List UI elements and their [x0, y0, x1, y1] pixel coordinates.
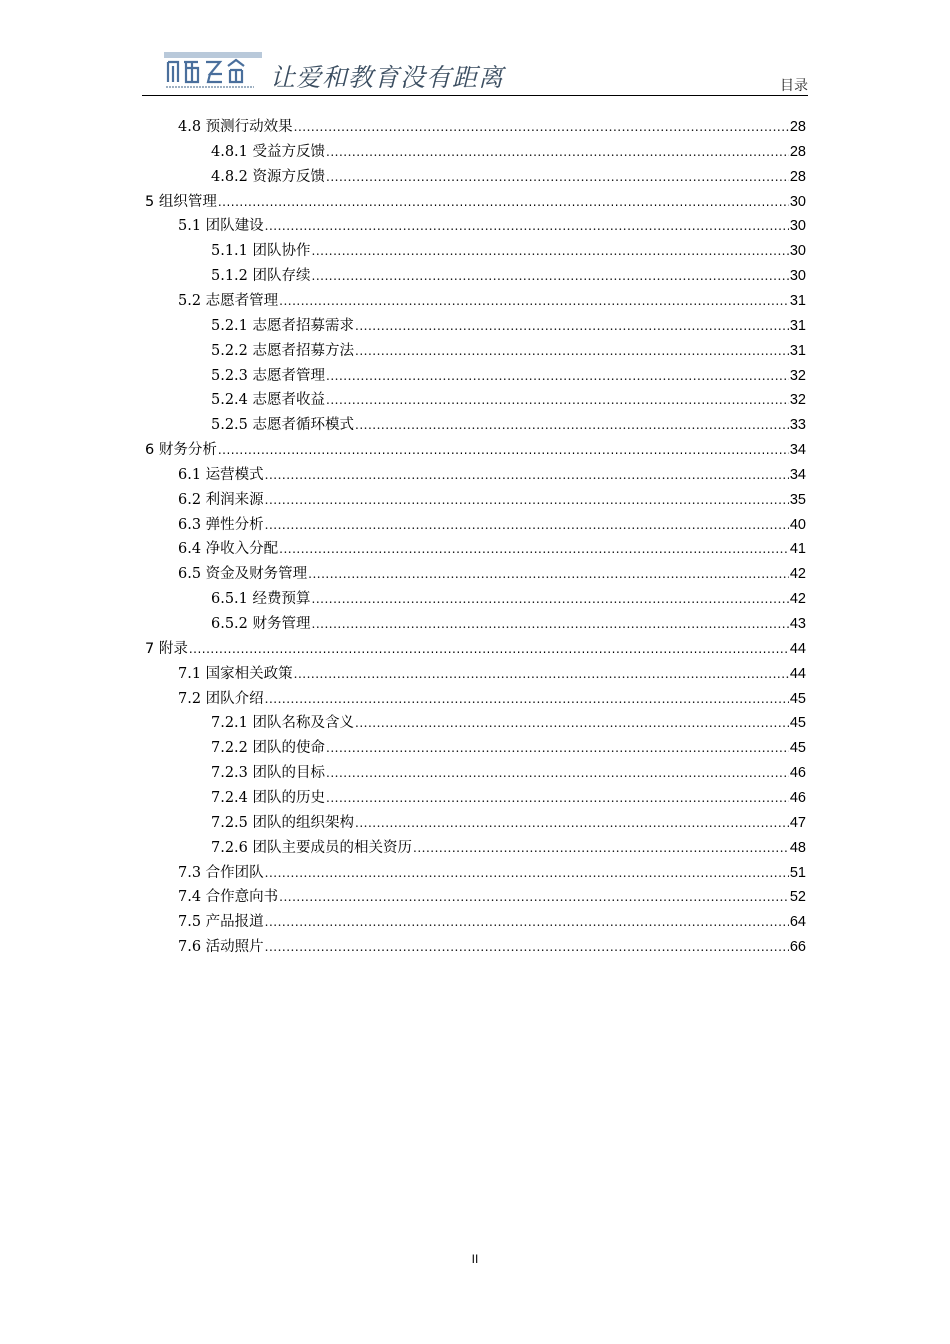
toc-entry[interactable] — [211, 787, 806, 809]
toc-entry[interactable] — [211, 340, 806, 362]
toc-entry[interactable] — [178, 514, 806, 536]
toc-dot-leader — [279, 290, 789, 312]
toc-dot-leader — [312, 265, 789, 287]
toc-entry-page: 44 — [789, 665, 806, 682]
toc-entry-page: 47 — [789, 814, 806, 831]
header-divider — [142, 95, 808, 96]
toc-dot-leader — [355, 812, 789, 834]
toc-entry-page: 51 — [789, 864, 806, 881]
toc-entry-title: 6.1 运营模式 — [178, 466, 264, 483]
toc-entry-title: 7.6 活动照片 — [178, 939, 264, 956]
toc-entry-page: 28 — [789, 143, 806, 160]
toc-entry-page: 45 — [789, 690, 806, 707]
toc-entry[interactable] — [211, 365, 806, 387]
toc-entry-page: 42 — [789, 566, 806, 583]
toc-entry-title: 7.2.3 团队的目标 — [211, 765, 326, 782]
toc-dot-leader — [326, 737, 789, 759]
toc-entry-title: 6.3 弹性分析 — [178, 516, 264, 533]
toc-entry-title: 7.5 产品报道 — [178, 914, 264, 931]
toc-entry-title: 4.8.1 受益方反馈 — [211, 143, 326, 160]
toc-entry[interactable] — [178, 886, 806, 908]
toc-entry[interactable] — [211, 166, 806, 188]
toc-dot-leader — [326, 762, 789, 784]
toc-entry-page: 30 — [789, 218, 806, 235]
toc-entry[interactable] — [211, 315, 806, 337]
toc-dot-leader — [326, 141, 789, 163]
toc-entry-title: 5.2.4 志愿者收益 — [211, 392, 326, 409]
toc-entry[interactable] — [178, 464, 806, 486]
toc-entry-page: 41 — [789, 541, 806, 558]
toc-dot-leader — [355, 414, 789, 436]
toc-entry[interactable] — [211, 712, 806, 734]
toc-dot-leader — [218, 439, 789, 461]
toc-entry[interactable] — [178, 911, 806, 933]
toc-entry-page: 30 — [789, 243, 806, 260]
toc-dot-leader — [265, 464, 789, 486]
toc-entry-page: 43 — [789, 616, 806, 632]
page-header — [142, 40, 808, 96]
toc-entry-title: 5.2.5 志愿者循环模式 — [211, 417, 355, 434]
toc-dot-leader — [279, 538, 789, 560]
toc-dot-leader — [326, 787, 789, 809]
toc-entry-title: 6.5.2 财务管理 — [211, 616, 311, 632]
toc-entry-title: 7.2.1 团队名称及含义 — [211, 715, 355, 732]
toc-dot-leader — [326, 389, 789, 411]
toc-entry-page: 45 — [789, 715, 806, 732]
toc-dot-leader — [355, 712, 789, 734]
toc-dot-leader — [326, 365, 789, 387]
toc-entry-page: 33 — [789, 417, 806, 434]
toc-entry-title: 4.8 预测行动效果 — [178, 119, 293, 135]
toc-entry-page: 46 — [789, 765, 806, 782]
toc-dot-leader — [312, 588, 789, 610]
toc-entry-page: 45 — [789, 740, 806, 757]
toc-entry-title: 7.1 国家相关政策 — [178, 665, 293, 682]
toc-dot-leader — [294, 116, 789, 138]
toc-entry-title: 7.4 合作意向书 — [178, 889, 279, 906]
toc-entry-page: 34 — [789, 442, 806, 459]
toc-entry-title: 5.1 团队建设 — [178, 218, 264, 235]
toc-entry[interactable] — [211, 762, 806, 784]
toc-entry-page: 40 — [789, 516, 806, 533]
toc-dot-leader — [265, 911, 789, 933]
toc-entry-page: 31 — [789, 317, 806, 334]
toc-dot-leader — [189, 638, 789, 660]
toc-entry[interactable] — [178, 936, 806, 958]
toc-entry-title: 7.3 合作团队 — [178, 864, 264, 881]
toc-entry[interactable] — [145, 439, 806, 461]
toc-entry[interactable] — [178, 215, 806, 237]
toc-entry[interactable] — [211, 812, 806, 834]
toc-entry-title: 6.4 净收入分配 — [178, 541, 279, 558]
toc-entry[interactable] — [211, 389, 806, 411]
toc-entry[interactable] — [211, 613, 806, 635]
toc-dot-leader — [355, 315, 789, 337]
toc-entry[interactable] — [178, 538, 806, 560]
toc-entry-title: 5.2.1 志愿者招募需求 — [211, 317, 355, 334]
toc-entry-title: 7.2.5 团队的组织架构 — [211, 814, 355, 831]
toc-entry[interactable] — [211, 737, 806, 759]
toc-entry-page: 44 — [789, 640, 806, 657]
toc-entry-title: 5.2 志愿者管理 — [178, 292, 279, 309]
toc-entry[interactable] — [211, 414, 806, 436]
toc-entry-title: 6.2 利润来源 — [178, 491, 264, 508]
toc-entry-page: 52 — [789, 889, 806, 906]
toc-dot-leader — [413, 837, 789, 859]
toc-entry-title: 7.2 团队介绍 — [178, 690, 264, 707]
toc-entry[interactable] — [211, 265, 806, 287]
toc-dot-leader — [308, 563, 789, 585]
toc-entry-page: 42 — [789, 591, 806, 608]
toc-entry-title: 7.2.4 团队的历史 — [211, 789, 326, 806]
toc-entry-page: 32 — [789, 392, 806, 409]
toc-dot-leader — [312, 613, 789, 635]
toc-entry-page: 48 — [789, 839, 806, 856]
toc-dot-leader — [279, 886, 789, 908]
toc-entry[interactable] — [178, 663, 806, 685]
toc-entry[interactable] — [178, 688, 806, 710]
toc-dot-leader — [265, 514, 789, 536]
toc-entry-title: 6.5 资金及财务管理 — [178, 566, 308, 583]
toc-entry-page: 30 — [789, 193, 806, 210]
toc-entry-page: 64 — [789, 914, 806, 931]
toc-entry[interactable] — [178, 563, 806, 585]
toc-entry[interactable] — [178, 862, 806, 884]
toc-dot-leader — [265, 862, 789, 884]
toc-dot-leader — [265, 688, 789, 710]
toc-entry-title: 4.8.2 资源方反馈 — [211, 168, 326, 185]
toc-entry[interactable] — [145, 191, 806, 213]
toc-entry[interactable] — [178, 489, 806, 511]
toc-entry[interactable] — [211, 141, 806, 163]
toc-entry-page: 35 — [789, 491, 806, 508]
toc-dot-leader — [265, 215, 789, 237]
organization-logo — [164, 52, 262, 90]
toc-entry-page: 31 — [789, 292, 806, 309]
toc-entry-page: 32 — [789, 367, 806, 384]
toc-entry-title: 6 财务分析 — [145, 442, 217, 459]
toc-dot-leader — [265, 936, 789, 958]
toc-entry-page: 30 — [789, 268, 806, 285]
toc-entry[interactable] — [211, 837, 806, 859]
page-number: II — [471, 1252, 479, 1266]
toc-entry-title: 7.2.6 团队主要成员的相关资历 — [211, 839, 413, 856]
toc-entry[interactable] — [145, 638, 806, 660]
toc-entry-title: 5.2.3 志愿者管理 — [211, 367, 326, 384]
toc-dot-leader — [218, 191, 789, 213]
toc-entry[interactable] — [211, 588, 806, 610]
toc-entry-page: 46 — [789, 789, 806, 806]
toc-entry-page: 66 — [789, 939, 806, 956]
toc-entry-title: 5 组织管理 — [145, 193, 217, 210]
toc-entry-title: 7.2.2 团队的使命 — [211, 740, 326, 757]
toc-entry-page: 28 — [789, 168, 806, 185]
header-slogan: 让爱和教育没有距离 — [270, 63, 505, 92]
toc-entry[interactable] — [211, 240, 806, 262]
header-section-label: 目录 — [780, 78, 808, 94]
toc-dot-leader — [312, 240, 789, 262]
toc-dot-leader — [355, 340, 789, 362]
toc-entry-page: 34 — [789, 466, 806, 483]
toc-entry-page: 31 — [789, 342, 806, 359]
toc-entry-title: 6.5.1 经费预算 — [211, 591, 311, 608]
toc-entry[interactable] — [178, 116, 806, 138]
toc-dot-leader — [294, 663, 789, 685]
toc-dot-leader — [265, 489, 789, 511]
toc-entry-title: 7 附录 — [145, 640, 188, 657]
toc-entry-title: 5.2.2 志愿者招募方法 — [211, 342, 355, 359]
toc-dot-leader — [326, 166, 789, 188]
toc-entry-title: 5.1.2 团队存续 — [211, 268, 311, 285]
toc-entry-title: 5.1.1 团队协作 — [211, 243, 311, 260]
toc-entry-page: 28 — [789, 119, 806, 135]
toc-entry[interactable] — [178, 290, 806, 312]
